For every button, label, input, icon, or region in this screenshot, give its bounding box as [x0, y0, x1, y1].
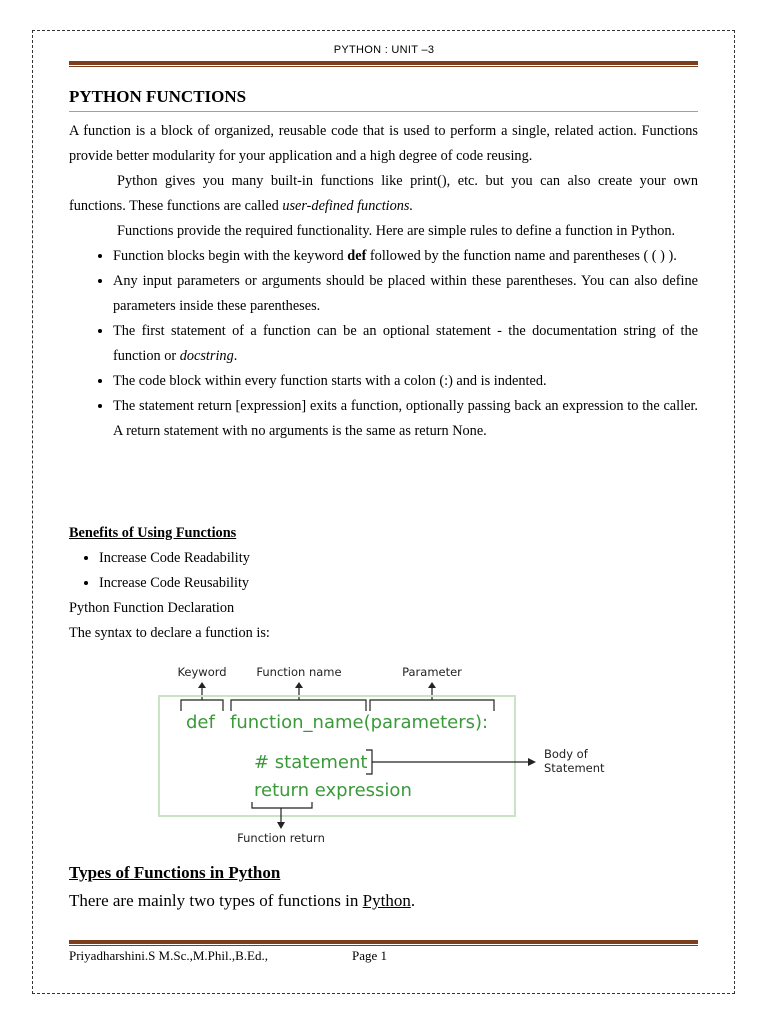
code-return: return expression — [254, 780, 412, 801]
page-footer — [69, 948, 388, 964]
code-statement: # statement — [254, 752, 368, 773]
list-item: • Function blocks begin with the keyword def followed by the function name and parentheses ( ( ) ). — [113, 244, 698, 269]
benefits-heading: Benefits of Using Functions — [69, 525, 237, 541]
return-bracket — [252, 802, 312, 808]
body-arrow-head — [528, 758, 536, 766]
label-body-of: Body of — [544, 747, 588, 761]
paragraph-builtin: Python gives you many built-in functions like print(), etc. but you can also create your own functions. These functions are called user-defined functions. — [69, 173, 698, 214]
declaration-label: Python Function Declaration — [69, 600, 235, 616]
list-item: • Any input parameters or arguments should be placed within these parentheses. You can also define parameters inside these parentheses. — [113, 269, 698, 319]
function-name-bracket — [231, 700, 366, 711]
title-underline — [69, 111, 698, 112]
section-title: PYTHON FUNCTIONS — [69, 87, 247, 106]
page-header: PYTHON : UNIT –3 — [333, 44, 435, 56]
function-name-arrow-head — [295, 682, 303, 688]
parameter-arrow-head — [428, 682, 436, 688]
parameter-bracket — [370, 700, 494, 711]
footer-rule — [69, 940, 698, 946]
body-text — [69, 119, 698, 444]
emphasis-user-defined: user-defined functions. — [282, 198, 414, 214]
rules-list — [69, 244, 698, 444]
types-section — [69, 863, 698, 911]
types-intro: There are mainly two types of functions in Python. — [69, 891, 416, 910]
benefits-section — [69, 521, 698, 646]
label-function-name: Function name — [256, 665, 342, 679]
list-item: • The code block within every function starts with a colon (:) and is indented. — [113, 369, 698, 394]
code-def: def — [186, 712, 215, 733]
python-link[interactable]: Python — [362, 891, 411, 910]
footer-page-number: Page 1 — [352, 948, 388, 963]
function-syntax-diagram — [140, 658, 640, 850]
syntax-intro: The syntax to declare a function is: — [69, 625, 270, 641]
header-rule — [69, 61, 698, 67]
keyword-def: def — [347, 248, 367, 264]
label-function-return: Function return — [237, 831, 325, 845]
return-arrow-head — [277, 822, 285, 829]
footer-author: Priyadharshini.S M.Sc.,M.Phil.,B.Ed., — [69, 948, 268, 963]
list-item: • Increase Code Readability — [99, 546, 698, 571]
label-statement: Statement — [544, 761, 605, 775]
list-item: • Increase Code Reusability — [99, 571, 698, 596]
paragraph-rules-intro: Functions provide the required functionality. Here are simple rules to define a function in Python. — [117, 223, 676, 239]
list-item: • The first statement of a function can be an optional statement - the documentation string of the function or docstring. — [113, 319, 698, 369]
emphasis-docstring: docstring — [179, 348, 234, 364]
paragraph-definition: A function is a block of organized, reusable code that is used to perform a single, related action. Functions provide better modularity for your application and a high degree of code reusing. — [69, 123, 698, 164]
types-heading: Types of Functions in Python — [69, 863, 281, 882]
keyword-bracket — [181, 700, 223, 711]
keyword-arrow-head — [198, 682, 206, 688]
code-signature: function_name(parameters): — [230, 712, 489, 733]
label-keyword: Keyword — [177, 665, 227, 679]
list-item: • The statement return [expression] exits a function, optionally passing back an expression to the caller. A return statement with no arguments is the same as return None. — [113, 394, 698, 444]
benefits-list — [69, 546, 698, 596]
label-parameter: Parameter — [402, 665, 462, 679]
